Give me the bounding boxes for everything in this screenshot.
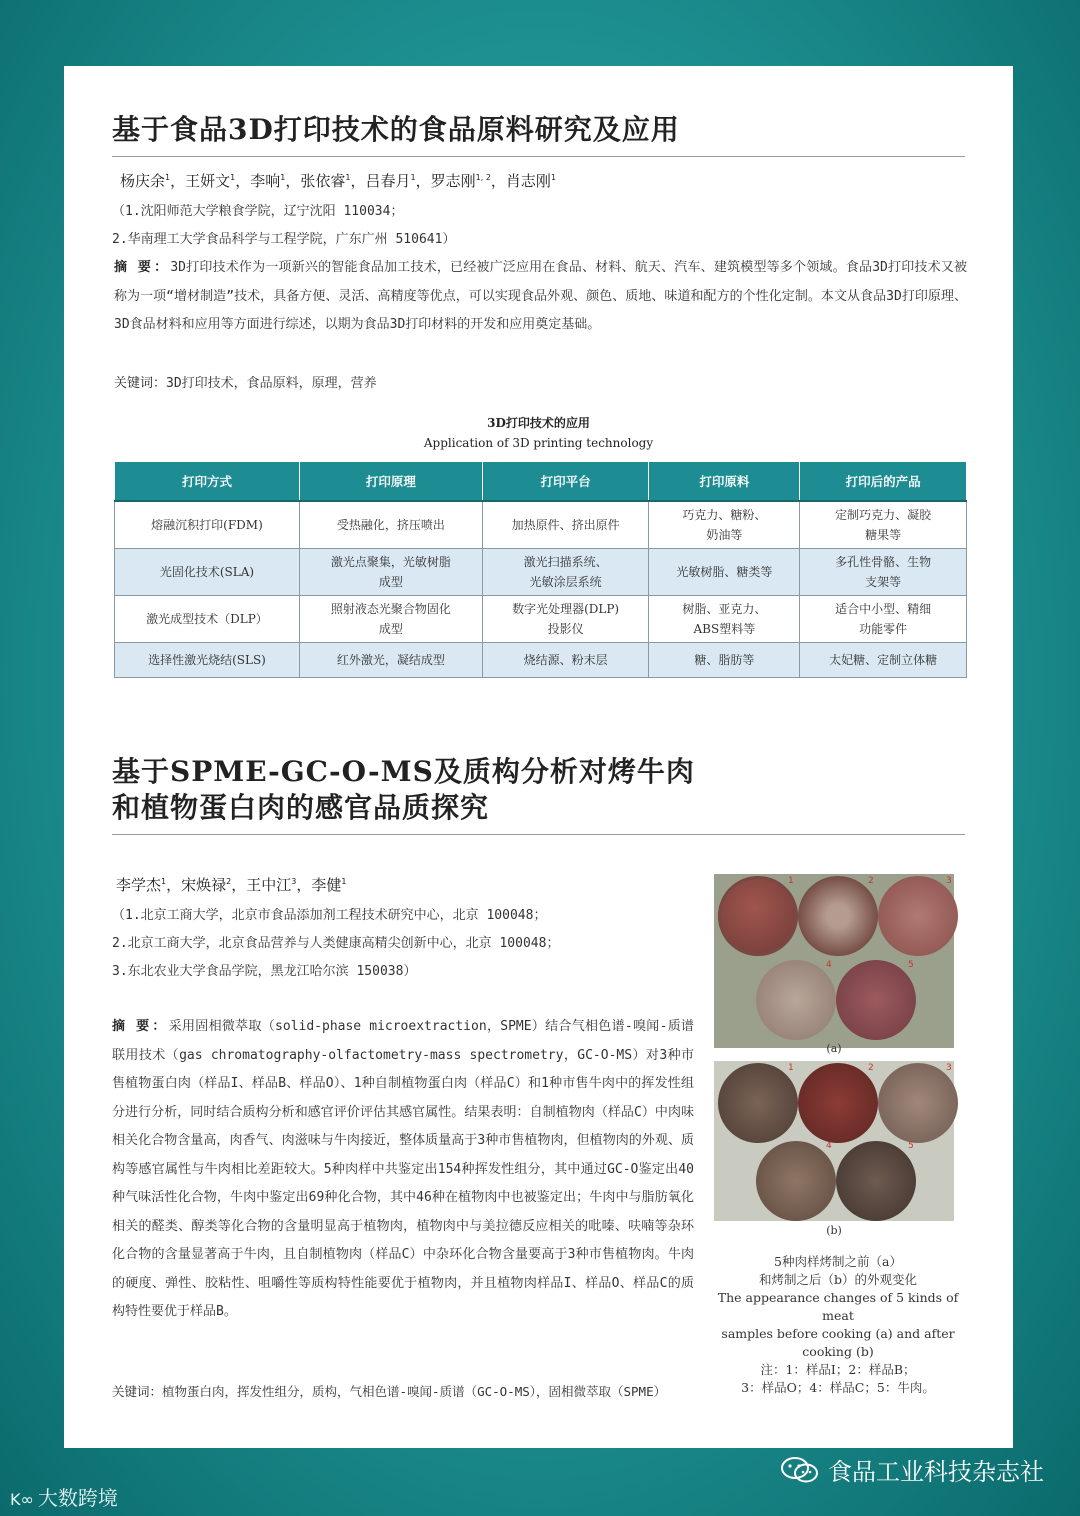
table-header-cell: 打印方式 (115, 462, 300, 502)
patty-4-raw (756, 960, 836, 1040)
caption-en-line1: The appearance changes of 5 kinds of meat (717, 1290, 959, 1323)
patty-number: 2 (868, 1063, 874, 1073)
table-title-en: Application of 3D printing technology (423, 436, 654, 450)
table-cell: 巧克力、糖粉、 奶油等 (649, 501, 800, 549)
patty-1-cooked (718, 1063, 798, 1143)
table-cell: 红外激光，凝结成型 (299, 643, 482, 678)
article2-affiliation-1: （1.北京工商大学，北京市食品添加剂工程技术研究中心，北京 100048； (112, 908, 547, 923)
author-affiliation-mark: 1 (165, 173, 171, 182)
table-cell: 定制巧克力、凝胶 糖果等 (800, 501, 967, 549)
patty-number: 4 (826, 1141, 832, 1151)
table-cell: 多孔性骨骼、生物 支架等 (800, 549, 967, 596)
author-affiliation-mark: 1 (550, 173, 557, 182)
abstract-label: 摘 要： (114, 260, 171, 275)
figure-b-photo (714, 1061, 954, 1221)
article1-authors: 杨庆余$^1$，王妍文$^1$，李响$^1$，张依睿$^1$，吕春月$^1$，罗志刚$^{1, 2}$，肖志刚$^1$ (120, 172, 557, 190)
patty-number: 3 (946, 876, 952, 886)
patty-number: 2 (868, 876, 874, 886)
article1-title: 基于食品3D打印技术的食品原料研究及应用 (112, 113, 680, 146)
table-row (115, 501, 967, 549)
keywords-text: 3D打印技术，食品原料，原理，营养 (166, 376, 377, 391)
caption-en-line2: samples before cooking (a) and after cooking (b) (721, 1326, 955, 1359)
caption-cn-line2: 和烤制之后（b）的外观变化 (758, 1272, 917, 1287)
keywords-text: 植物蛋白肉，挥发性组分，质构，气相色谱-嗅闻-质谱（GC-O-MS），固相微萃取（SPME） (162, 1384, 667, 1399)
author-affiliation-mark: 1 (280, 173, 286, 182)
patty-number: 4 (826, 960, 832, 970)
author-name: 王妍文 (185, 172, 231, 190)
table-cell: 受热融化，挤压喷出 (299, 501, 482, 549)
footer-left-brand (10, 1482, 118, 1511)
author-name: 罗志刚 (430, 172, 476, 190)
table-cell: 选择性激光烧结(SLS) (115, 643, 300, 678)
author-name: 张依睿 (300, 172, 346, 190)
table-row (115, 549, 967, 596)
printing-technology-table (114, 461, 967, 678)
figure-b-label: (b) (826, 1224, 842, 1237)
article2-affiliation-3: 3.东北农业大学食品学院，黑龙江哈尔滨 150038） (112, 964, 417, 979)
table-header-cell: 打印原料 (649, 462, 800, 502)
table-title-cn: 3D打印技术的应用 (487, 416, 590, 430)
author-affiliation-mark: 1 (161, 877, 167, 886)
article1-abstract (114, 254, 967, 340)
patty-number: 1 (788, 1063, 794, 1073)
author-affiliation-mark: 1, 2 (475, 173, 491, 182)
author-affiliation-mark: 3 (291, 877, 297, 886)
author-name: 李健 (311, 876, 342, 894)
caption-note-line2: 3：样品O；4：样品C；5：牛肉。 (741, 1380, 935, 1395)
footer-right-brand (780, 1452, 1044, 1487)
table-cell: 激光成型技术（DLP） (115, 596, 300, 643)
patty-number: 5 (908, 960, 914, 970)
author-affiliation-mark: 1 (230, 173, 236, 182)
article2-keywords (112, 1382, 666, 1400)
article1-affiliation-2: 2.华南理工大学食品科学与工程学院，广东广州 510641） (112, 232, 456, 247)
patty-3-raw (878, 876, 958, 956)
table-cell: 太妃糖、定制立体糖 (800, 643, 967, 678)
table-cell: 熔融沉积打印(FDM) (115, 501, 300, 549)
article2-title-line2: 和植物蛋白肉的感官品质探究 (112, 791, 490, 824)
author-name: 肖志刚 (505, 172, 551, 190)
table-cell: 照射液态光聚合物固化 成型 (299, 596, 482, 643)
author-affiliation-mark: 1 (345, 173, 351, 182)
article2-abstract (112, 1013, 694, 1327)
patty-number: 3 (946, 1063, 952, 1073)
table-cell: 数字光处理器(DLP) 投影仪 (482, 596, 649, 643)
page-sheet (64, 66, 1013, 1448)
author-name: 宋焕禄 (181, 876, 227, 894)
table-cell: 糖、脂肪等 (649, 643, 800, 678)
patty-4-cooked (756, 1141, 836, 1221)
table-cell: 烧结源、粉末层 (482, 643, 649, 678)
caption-note-line1: 注：1：样品I；2：样品B； (760, 1362, 916, 1377)
article2-affiliation-2: 2.北京工商大学，北京食品营养与人类健康高精尖创新中心，北京 100048； (112, 936, 560, 951)
abstract-text: 采用固相微萃取（solid-phase microextraction，SPME）结合气相色谱-嗅闻-质谱联用技术（gas chromatography-olfactometry-mass spectrometry，GC-O-MS）对3种市售植物蛋白肉（样品I、样品B、样品O）、1种自制植物蛋白肉（样品C）和1种市售牛肉中的挥发性组分进行分析，同时结合质构分析和感官评价评估其感官属性。结果表明：自制植物肉（样品C）中肉味相关化合物含量高，肉香气、肉滋味与牛肉接近，整体质量高于3种市售植物肉，但植物肉的外观、质构等感官属性与牛肉相比差距较大。5种肉样中共鉴定出154种挥发性组分，其中通过GC-O鉴定出40种气味活性化合物，牛肉中鉴定出69种化合物，其中46种在植物肉中也被鉴定出；牛肉中与脂肪氧化相关的醛类、醇类等化合物的含量明显高于植物肉，植物肉中与美拉德反应相关的吡嗪、呋喃等杂环化合物的含量显著高于牛肉，且自制植物肉（样品C）中杂环化合物含量要高于3种市售植物肉。牛肉的硬度、弹性、胶粘性、咀嚼性等质构特性能要优于植物肉，并且植物肉样品I、样品O、样品C的质构特性要优于样品B。 (112, 1019, 695, 1319)
author-affiliation-mark: 1 (410, 173, 416, 182)
article2-authors: 李学杰$^1$，宋焕禄$^2$，王中江$^3$，李健$^1$ (116, 876, 347, 894)
right-brand-text: 食品工业科技杂志社 (828, 1458, 1044, 1486)
table-cell: 加热原件、挤出原件 (482, 501, 649, 549)
table-row (115, 643, 967, 678)
patty-5-raw (836, 960, 916, 1040)
patty-2-cooked (798, 1063, 878, 1143)
patty-5-cooked (836, 1141, 916, 1221)
article2-title-line1: 基于SPME-GC-O-MS及质构分析对烤牛肉 (112, 755, 695, 788)
wechat-icon (780, 1455, 820, 1485)
author-name: 李学杰 (116, 876, 162, 894)
table-header-cell: 打印平台 (482, 462, 649, 502)
article1-keywords (114, 372, 377, 391)
author-name: 李响 (250, 172, 281, 190)
table-cell: 光固化技术(SLA) (115, 549, 300, 596)
patty-number: 5 (908, 1141, 914, 1151)
author-affiliation-mark: 2 (226, 877, 232, 886)
keywords-label: 关键词： (112, 1384, 163, 1399)
left-brand-text: 大数跨境 (37, 1486, 118, 1510)
table-cell: 光敏树脂、糖类等 (649, 549, 800, 596)
figure-caption (700, 1253, 976, 1397)
article1-affiliation-1: （1.沈阳师范大学粮食学院，辽宁沈阳 110034； (112, 204, 404, 219)
author-name: 杨庆余 (120, 172, 166, 190)
figure-a-photo (714, 874, 954, 1048)
patty-number: 1 (788, 876, 794, 886)
abstract-label: 摘 要： (112, 1019, 169, 1034)
keywords-label: 关键词： (114, 376, 167, 391)
brand-logo-icon: K∞ (10, 1490, 34, 1509)
caption-cn-line1: 5种肉样烤制之前（a） (774, 1254, 902, 1269)
patty-3-cooked (878, 1063, 958, 1143)
author-affiliation-mark: 1 (341, 877, 347, 886)
table-header-row (115, 462, 967, 502)
table-cell: 激光扫描系统、 光敏涂层系统 (482, 549, 649, 596)
title-rule (112, 156, 965, 157)
title-rule (112, 834, 965, 835)
patty-1-raw (718, 876, 798, 956)
abstract-text: 3D打印技术作为一项新兴的智能食品加工技术，已经被广泛应用在食品、材料、航天、汽车、建筑模型等多个领域。食品3D打印技术又被称为一项“增材制造”技术，具备方便、灵活、高精度等优点，可以实现食品外观、颜色、质地、味道和配方的个性化定制。本文从食品3D打印原理、3D食品材料和应用等方面进行综述，以期为食品3D打印材料的开发和应用奠定基础。 (114, 260, 968, 332)
table-cell: 激光点聚集，光敏树脂 成型 (299, 549, 482, 596)
table-row (115, 596, 967, 643)
figure-a-label: (a) (826, 1042, 842, 1055)
author-name: 王中江 (246, 876, 292, 894)
table-header-cell: 打印原理 (299, 462, 482, 502)
author-name: 吕春月 (365, 172, 411, 190)
patty-2-raw (798, 876, 878, 956)
table-header-cell: 打印后的产品 (800, 462, 967, 502)
table-cell: 树脂、亚克力、 ABS塑料等 (649, 596, 800, 643)
table-cell: 适合中小型、精细 功能零件 (800, 596, 967, 643)
